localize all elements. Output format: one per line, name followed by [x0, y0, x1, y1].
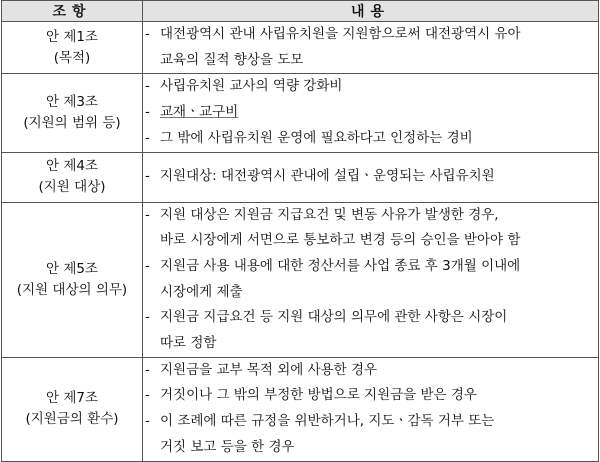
list-item: - 지원금을 교부 목적 외에 사용한 경우	[145, 361, 378, 378]
article-number: 안 제3조	[45, 93, 98, 110]
list-item-continuation: 거짓 보고 등을 한 경우	[160, 438, 295, 455]
list-item-continuation: 바로 시장에게 서면으로 통보하고 변경 등의 승인을 받아야 함	[160, 232, 521, 249]
article-number: 안 제1조	[45, 28, 98, 45]
content-cell	[143, 22, 599, 74]
header-article: 조항	[2, 1, 143, 22]
table-row	[2, 74, 599, 152]
list-item: - 지원금 사용 내용에 대한 정산서를 사업 종료 후 3개월 이내에	[145, 257, 521, 274]
list-item-continuation: 교육의 질적 향상을 도모	[160, 51, 304, 68]
table-row	[2, 357, 599, 461]
table-row	[2, 22, 599, 74]
list-item: - 교재ㆍ교구비	[145, 104, 239, 121]
article-number: 안 제4조	[45, 158, 98, 175]
ordinance-table	[1, 0, 599, 462]
table-row	[2, 202, 599, 357]
list-item: - 이 조례에 따른 규정을 위반하거나, 지도ㆍ감독 거부 또는	[145, 413, 495, 430]
list-item: - 그 밖에 사립유치원 운영에 필요하다고 인정하는 경비	[145, 129, 473, 146]
article-cell	[2, 152, 143, 202]
article-cell	[2, 74, 143, 152]
article-subtitle: (지원금의 환수)	[25, 411, 119, 428]
list-item: - 사립유치원 교사의 역량 강화비	[145, 78, 343, 95]
list-item-continuation: 따로 정함	[160, 335, 217, 352]
header-content: 내용	[143, 1, 599, 22]
header-row	[2, 1, 599, 22]
content-cell	[143, 152, 599, 202]
article-number: 안 제5조	[45, 260, 98, 277]
list-item: - 대전광역시 관내 사립유치원을 지원함으로써 대전광역시 유아	[145, 26, 521, 42]
article-subtitle: (지원의 범위 등)	[23, 114, 121, 131]
content-cell	[143, 202, 599, 357]
content-cell	[143, 74, 599, 152]
list-item: - 지원대상: 대전광역시 관내에 설립ㆍ운영되는 사립유치원	[145, 168, 495, 185]
article-subtitle: (지원 대상)	[38, 179, 106, 196]
article-subtitle: (지원 대상의 의무)	[16, 281, 128, 298]
list-item-continuation: 시장에게 제출	[160, 283, 243, 300]
article-cell	[2, 357, 143, 461]
table-row	[2, 152, 599, 202]
list-item: - 거짓이나 그 밖의 부정한 방법으로 지원금을 받은 경우	[145, 387, 477, 404]
list-item: - 지원 대상은 지원금 지급요건 및 변동 사유가 발생한 경우,	[145, 206, 499, 223]
article-number: 안 제7조	[45, 390, 98, 407]
content-cell	[143, 357, 599, 461]
article-subtitle: (목적)	[53, 49, 91, 66]
article-cell	[2, 202, 143, 357]
article-cell	[2, 22, 143, 74]
list-item: - 지원금 지급요건 등 지원 대상의 의무에 관한 사항은 시장이	[145, 309, 508, 326]
